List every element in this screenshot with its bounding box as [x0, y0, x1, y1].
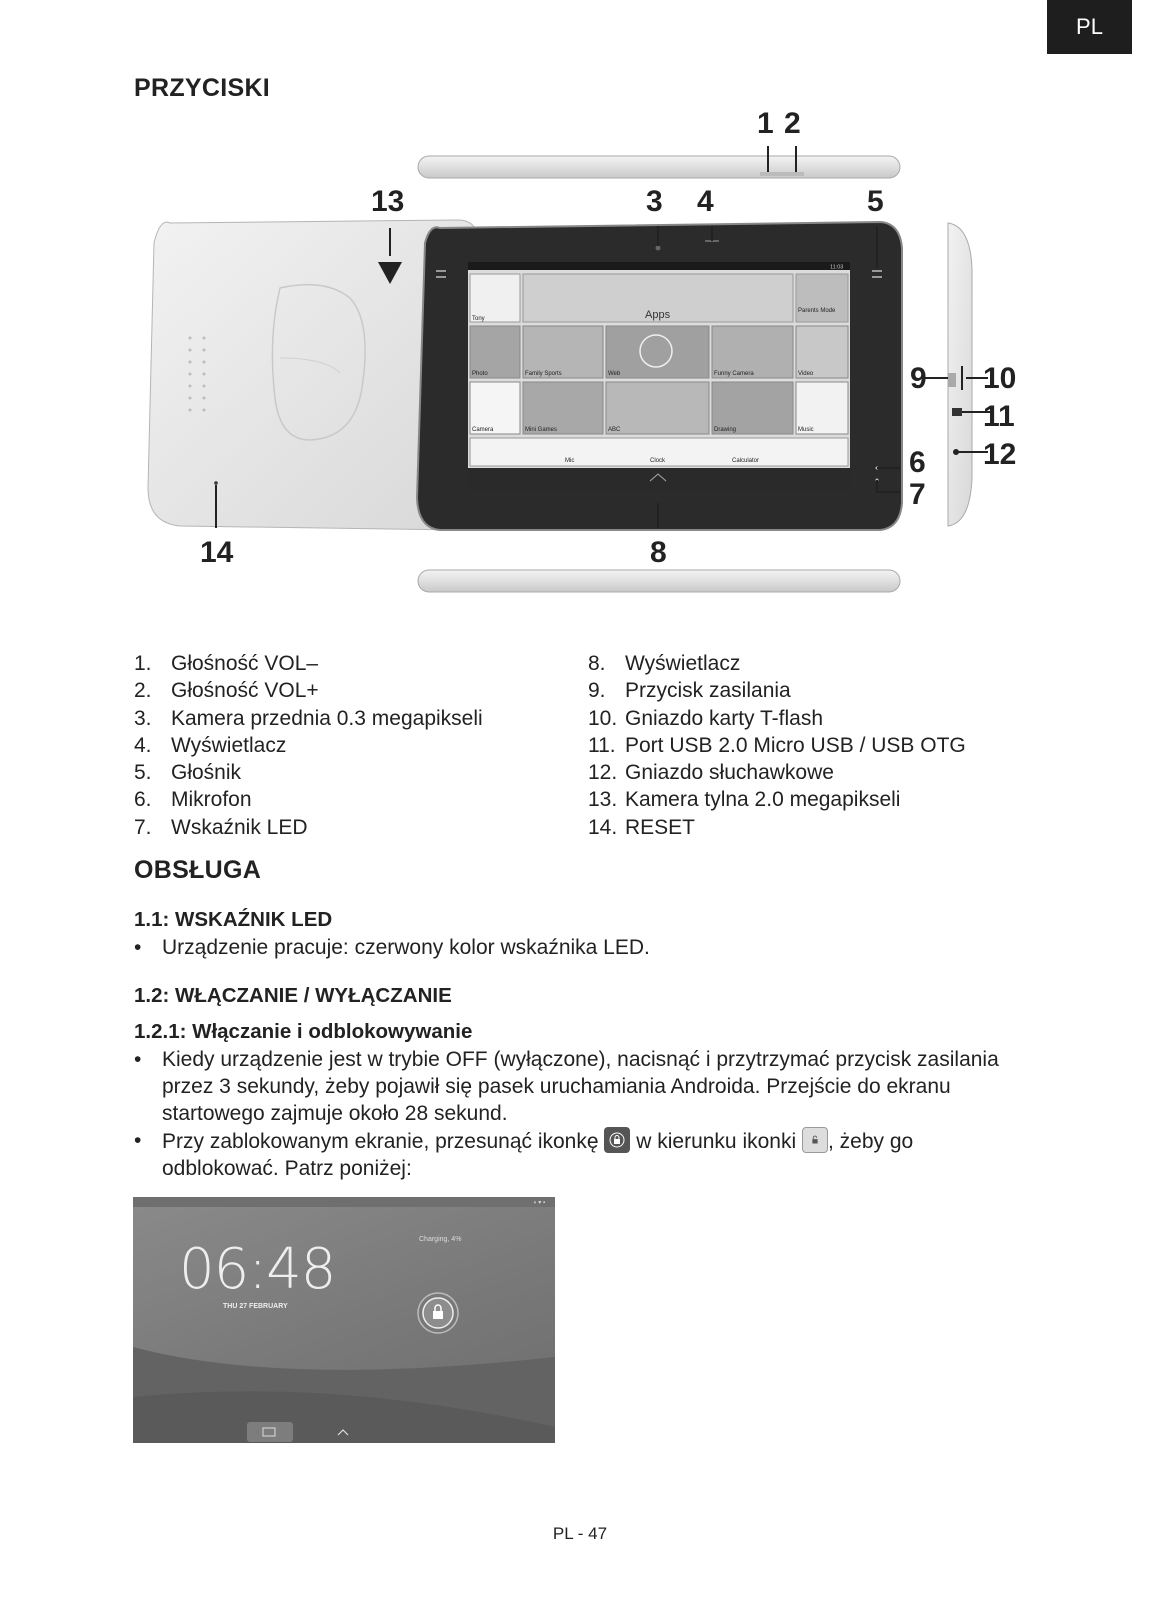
list-item: 5. Głośnik [134, 761, 242, 785]
status-time: 11:03 [830, 264, 844, 271]
list-item: 1. Głośność VOL– [134, 652, 319, 675]
list-item: 6. Mikrofon [134, 788, 252, 812]
tile-funny-camera: Funny Camera [714, 371, 754, 377]
list-item: 8. Wyświetlacz [588, 652, 741, 675]
label-7: 7 [909, 478, 926, 511]
tile-family-sports: Family Sports [525, 371, 562, 377]
parts-list-right [588, 650, 966, 841]
page-number: PL - 47 [552, 1524, 608, 1543]
tile-tony: Tony [472, 316, 485, 322]
heading-led-indicator: 1.1: WSKAŹNIK LED [134, 908, 333, 931]
tile-camera: Camera [472, 427, 494, 433]
tile-video: Video [798, 371, 814, 377]
lockscreen-lock-icon [433, 1311, 443, 1319]
unlock-icon [802, 1127, 828, 1153]
parts-list-left [134, 650, 483, 841]
unlock-instructions [134, 1046, 1054, 1182]
tile-web: Web [608, 371, 621, 377]
list-item: 3. Kamera przednia 0.3 megapikseli [134, 706, 483, 730]
list-item: 7. Wskaźnik LED [134, 815, 308, 839]
label-8: 8 [650, 536, 667, 569]
tablet-bottom-edge [418, 570, 900, 592]
label-4: 4 [697, 185, 714, 218]
label-12: 12 [983, 438, 1017, 471]
heading-on-unlock: 1.2.1: Włączanie i odblokowywanie [134, 1020, 473, 1043]
apps-title: Apps [645, 309, 671, 321]
svg-text:◖ ▾ ▪: ◖ ▾ ▪ [533, 1200, 546, 1206]
lockscreen-screenshot [133, 1197, 555, 1443]
dock-mic: Mic [565, 458, 575, 464]
list-item: 4. Wyświetlacz [134, 733, 287, 757]
list-item: 12. Gniazdo słuchawkowe [588, 761, 834, 785]
tablet-top-edge [418, 156, 900, 178]
language-tab: PL [1047, 0, 1132, 54]
tile-music: Music [798, 427, 814, 433]
tile-mini-games: Mini Games [525, 427, 558, 433]
list-item: 11. Port USB 2.0 Micro USB / USB OTG [588, 733, 966, 757]
dock-calculator: Calculator [732, 458, 760, 464]
label-14: 14 [200, 536, 234, 569]
label-1: 1 [757, 107, 774, 140]
list-item: 14. RESET [588, 815, 696, 839]
section-title-operation: OBSŁUGA [134, 856, 262, 884]
lockscreen-date: THU 27 FEBRUARY [223, 1303, 288, 1310]
label-11: 11 [983, 400, 1015, 433]
bullet-unlock: • Przy zablokowanym ekranie, przesunąć ikonkę w kierunku ikonki , żeby go odblokować. Patrz poniżej: [134, 1129, 914, 1180]
list-item: 13. Kamera tylna 2.0 megapikseli [588, 788, 901, 812]
tile-parents: Parents Mode [798, 308, 836, 314]
lock-icon [604, 1127, 630, 1153]
label-3: 3 [646, 185, 663, 218]
lockscreen-charging: Charging, 4% [419, 1236, 462, 1243]
lockscreen-time: 06:48 [179, 1237, 336, 1302]
tile-abc: ABC [608, 427, 621, 433]
led-bullet: • Urządzenie pracuje: czerwony kolor wskaźnika LED. [134, 936, 650, 959]
label-5: 5 [867, 185, 884, 218]
list-item: 10. Gniazdo karty T-flash [588, 706, 824, 730]
tile-drawing: Drawing [714, 427, 737, 433]
label-6: 6 [909, 446, 926, 479]
label-9: 9 [910, 362, 927, 395]
list-item: 9. Przycisk zasilania [588, 679, 791, 703]
label-2: 2 [784, 107, 801, 140]
bullet-power-on: • Kiedy urządzenie jest w trybie OFF (wyłączone), nacisnąć i przytrzymać przycisk zasilania przez 3 sekundy, żeby pojawił się pasek uruchamiania Androida. Przejście do ekranu startowego zajmuje około 28 sekund. [134, 1048, 999, 1125]
dock-clock: Clock [650, 458, 666, 464]
tile-photo: Photo [472, 371, 488, 377]
tablet-diagram [140, 107, 1017, 618]
list-item: 2. Głośność VOL+ [134, 679, 319, 703]
heading-on-off: 1.2: WŁĄCZANIE / WYŁĄCZANIE [134, 984, 452, 1007]
section-title-buttons: PRZYCISKI [134, 74, 271, 102]
label-10: 10 [983, 362, 1017, 395]
label-13: 13 [371, 185, 405, 218]
